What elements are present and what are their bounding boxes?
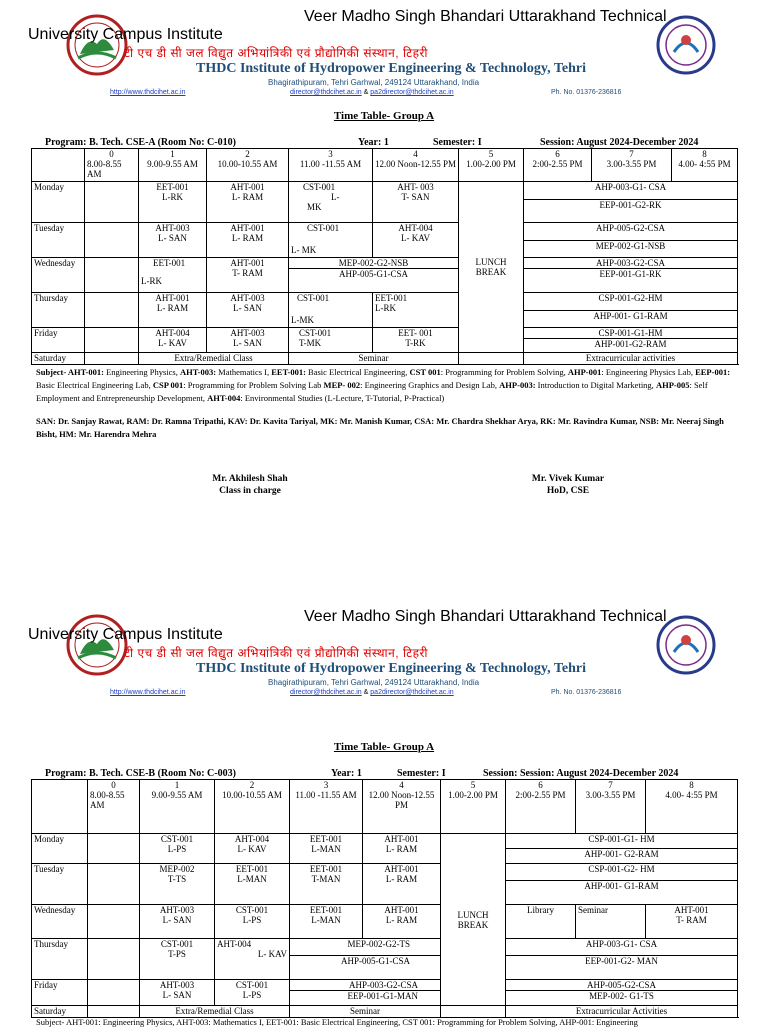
- header-phone: Ph. No. 01376-236816: [551, 89, 622, 96]
- slot-cell: [88, 905, 140, 939]
- slot-0-header: 0 8.00-8.55 AM: [88, 780, 140, 834]
- university-logo: [66, 14, 128, 76]
- day-label: Thursday: [32, 939, 88, 980]
- lab-cell: AHP-003-G2-CSA EEP-001-G1-RK: [524, 258, 738, 293]
- session-label: Session: Session: August 2024-December 2024: [483, 768, 679, 779]
- slot-1-header: 1 9.00-9.55 AM: [140, 780, 215, 834]
- faculty-legend: SAN: Dr. Sanjay Rawat, RAM: Dr. Ramna Tripathi, KAV: Dr. Kavita Tariyal, MK: Mr. Manish Kumar, CSA: Mr. Chardra Shekhar Arya, RK: Mr. Ravindra Kumar, NSB: Mr. Neeraj Singh Bisht, HM: Mr. Harendra Mehra: [36, 416, 724, 439]
- year-label: Year: 1: [358, 137, 389, 148]
- slot-cell: AHT-003 L- SAN: [140, 980, 215, 1006]
- lab-cell: CSP-001-G1-HM AHP-001-G2-RAM: [524, 328, 738, 353]
- slot-cell: EET- 001 T-RK: [373, 328, 459, 353]
- slot-cell: AHT-003 L- SAN: [207, 328, 289, 353]
- subject-legend-partial: Subject- AHT-001: Engineering Physics, AHT-003: Mathematics I, EET-001: Basic Electrical Engineering, CST 001: Programming for Problem Solving, AHP-001: Engineering: [36, 1017, 638, 1027]
- header-phone: Ph. No. 01376-236816: [551, 689, 622, 696]
- university-logo: [66, 614, 128, 676]
- slot-cell: [85, 182, 139, 223]
- slot-cell: EET-001 T-MAN: [290, 864, 363, 905]
- header-institute-name: THDC Institute of Hydropower Engineering & Technology, Tehri: [196, 661, 586, 676]
- day-label: Friday: [32, 980, 88, 1006]
- slot-cell: CST-001 L- MK: [289, 223, 373, 258]
- slot-cell: [88, 939, 140, 980]
- corner-cell: [32, 780, 88, 834]
- day-label: Saturday: [32, 353, 85, 365]
- header-campus-name: University Campus Institute: [28, 626, 223, 643]
- lab-cell: CSP-001-G1- HM AHP-001- G2-RAM: [506, 834, 738, 864]
- slot-cell: AHT-004 L- KAV: [215, 834, 290, 864]
- email-link-pa2director[interactable]: pa2director@thdcihet.ac.in: [370, 89, 454, 96]
- year-label: Year: 1: [331, 768, 362, 779]
- signatory-role: Class in charge: [219, 486, 281, 496]
- slot-cell: Seminar: [576, 905, 646, 939]
- timetable-title: Time Table- Group A: [333, 110, 435, 122]
- lab-cell: AHP-003-G2-CSA EEP-001-G1-MAN: [290, 980, 441, 1006]
- slot-0-header: 0 8.00-8.55 AM: [85, 149, 139, 182]
- slot-cell: [459, 353, 524, 365]
- header-institute-name: THDC Institute of Hydropower Engineering & Technology, Tehri: [196, 61, 586, 76]
- extracurricular-cell: Extracurricular activities: [524, 353, 738, 365]
- slot-cell: EET-001 L-RK: [139, 258, 207, 293]
- slot-6-header: 6 2:00-2.55 PM: [524, 149, 592, 182]
- row-saturday: [32, 353, 738, 365]
- day-label: Thursday: [32, 293, 85, 328]
- day-label: Friday: [32, 328, 85, 353]
- row-thursday: [32, 293, 738, 328]
- slot-cell: AHT-001 L- RAM: [363, 864, 441, 905]
- slot-cell: AHT- 003 T- SAN: [373, 182, 459, 223]
- slot-cell: AHT-003 L- SAN: [140, 905, 215, 939]
- slot-cell: [85, 328, 139, 353]
- slot-1-header: 1 9.00-9.55 AM: [139, 149, 207, 182]
- slot-cell: CST-001 T-PS: [140, 939, 215, 980]
- row-friday: [32, 980, 738, 1006]
- slot-cell: EET-001 L-RK: [373, 293, 459, 328]
- email-separator: &: [363, 89, 369, 96]
- slot-cell: AHT-001 T- RAM: [207, 258, 289, 293]
- slot-cell: CST-001 L- MK: [289, 182, 373, 223]
- day-label: Monday: [32, 182, 85, 223]
- slot-cell: CST-001 L-PS: [140, 834, 215, 864]
- slot-cell: EET-001 L-RK: [139, 182, 207, 223]
- header-hindi-name: टी एच डी सी जल विद्युत अभियांत्रिकी एवं प्रौद्योगिकी संस्थान, टिहरी: [124, 646, 429, 660]
- slot-4-header: 4 12.00 Noon-12.55 PM: [373, 149, 459, 182]
- slot-header-row: [32, 149, 738, 182]
- email-links: [290, 89, 454, 96]
- email-links: [290, 689, 454, 696]
- slot-8-header: 8 4.00- 4:55 PM: [646, 780, 738, 834]
- slot-5-header: 5 1.00-2.00 PM: [441, 780, 506, 834]
- day-label: Wednesday: [32, 905, 88, 939]
- header-university-name: Veer Madho Singh Bhandari Uttarakhand Technical: [304, 608, 667, 625]
- extra-class-cell: Extra/Remedial Class: [140, 1006, 290, 1018]
- slot-cell: [85, 293, 139, 328]
- slot-header-row: [32, 780, 738, 834]
- row-thursday: [32, 939, 738, 980]
- semester-label: Semester: I: [433, 137, 482, 148]
- slot-cell: CST-001 L-PS: [215, 905, 290, 939]
- session-label: Session: August 2024-December 2024: [540, 137, 699, 148]
- signatory-name: Mr. Akhilesh Shah: [212, 474, 288, 484]
- slot-4-header: 4 12.00 Noon-12.55 PM: [363, 780, 441, 834]
- slot-cell: AHT-004 L- KAV: [215, 939, 290, 980]
- slot-cell: AHT-004 L- KAV: [373, 223, 459, 258]
- day-label: Tuesday: [32, 864, 88, 905]
- slot-cell: Library: [506, 905, 576, 939]
- slot-cell: AHT-001 L- RAM: [207, 223, 289, 258]
- day-label: Monday: [32, 834, 88, 864]
- day-label: Wednesday: [32, 258, 85, 293]
- slot-7-header: 7 3.00-3.55 PM: [576, 780, 646, 834]
- slot-5-header: 5 1.00-2.00 PM: [459, 149, 524, 182]
- program-label: Program: B. Tech. CSE-B (Room No: C-003): [45, 768, 236, 779]
- header-campus-name: University Campus Institute: [28, 26, 223, 43]
- email-separator: &: [363, 689, 369, 696]
- email-link-director[interactable]: director@thdcihet.ac.in: [290, 89, 362, 96]
- slot-cell: EET-001 L-MAN: [290, 834, 363, 864]
- email-link-pa2director[interactable]: pa2director@thdcihet.ac.in: [370, 689, 454, 696]
- timetable-page-1: [0, 0, 768, 496]
- day-label: Tuesday: [32, 223, 85, 258]
- slot-cell: CST-001 T-MK: [289, 328, 373, 353]
- slot-cell: AHT-003 L- SAN: [139, 223, 207, 258]
- row-tuesday: [32, 223, 738, 258]
- letterhead: [0, 0, 768, 100]
- timetable-page-2: [0, 600, 768, 1027]
- day-label: Saturday: [32, 1006, 88, 1018]
- program-label: Program: B. Tech. CSE-A (Room No: C-010): [45, 137, 236, 148]
- slot-cell: [88, 834, 140, 864]
- slot-cell: EET-001 L-MAN: [215, 864, 290, 905]
- slot-6-header: 6 2:00-2.55 PM: [506, 780, 576, 834]
- slot-cell: [88, 864, 140, 905]
- slot-cell: AHT-001 L- RAM: [207, 182, 289, 223]
- row-tuesday: [32, 864, 738, 905]
- lab-cell: CSP-001-G2- HM AHP-001- G1-RAM: [506, 864, 738, 905]
- email-link-director[interactable]: director@thdcihet.ac.in: [290, 689, 362, 696]
- slot-3-header: 3 11.00 -11.55 AM: [290, 780, 363, 834]
- slot-cell: AHT-004 L- KAV: [139, 328, 207, 353]
- slot-2-header: 2 10.00-10.55 AM: [207, 149, 289, 182]
- extracurricular-cell: Extracurricular Activities: [506, 1006, 738, 1018]
- semester-label: Semester: I: [397, 768, 446, 779]
- lab-cell: MEP-002-G2-TS AHP-005-G1-CSA: [290, 939, 441, 980]
- letterhead: [0, 600, 768, 700]
- lab-cell: AHP-003-G1- CSA EEP-001-G2- MAN: [506, 939, 738, 980]
- slot-2-header: 2 10.00-10.55 AM: [215, 780, 290, 834]
- row-monday: [32, 834, 738, 864]
- seminar-cell: Seminar: [290, 1006, 441, 1018]
- header-address: Bhagirathipuram, Tehri Garhwal, 249124 Uttarakhand, India: [268, 78, 480, 87]
- header-university-name: Veer Madho Singh Bhandari Uttarakhand Technical: [304, 8, 667, 25]
- signatory-name: Mr. Vivek Kumar: [531, 474, 605, 484]
- website-link[interactable]: http://www.thdcihet.ac.in: [110, 689, 186, 696]
- slot-cell: [85, 353, 139, 365]
- slot-cell: [88, 980, 140, 1006]
- row-wednesday: [32, 258, 738, 293]
- lab-cell: AHP-005-G2-CSA MEP-002-G1-NSB: [524, 223, 738, 258]
- timetable-grid: [31, 779, 738, 1018]
- slot-cell: CST-001 L-MK: [289, 293, 373, 328]
- slot-cell: AHT-001 L- RAM: [363, 834, 441, 864]
- slot-cell: [85, 258, 139, 293]
- institute-logo: [656, 14, 716, 76]
- slot-cell: AHT-001 L- RAM: [139, 293, 207, 328]
- slot-cell: [85, 223, 139, 258]
- slot-8-header: 8 4.00- 4:55 PM: [672, 149, 738, 182]
- lab-cell: CSP-001-G2-HM AHP-001- G1-RAM: [524, 293, 738, 328]
- extra-class-cell: Extra/Remedial Class: [139, 353, 289, 365]
- timetable-grid: [31, 148, 738, 365]
- row-monday: [32, 182, 738, 223]
- row-friday: [32, 328, 738, 353]
- subject-legend: Subject- AHT-001: Engineering Physics, AHT-003: Mathematics I, EET-001: Basic Electrical Engineering, CST 001: Programming for Problem Solving, AHP-001: Engineering Physics Lab, EEP-001: Basic Electrical Engineering Lab, CSP 001: Programming for Problem Solving Lab MEP- 002: Engineering Graphics and Design Lab, AHP-003: Introduction to Digital Marketing, AHP-005: Self Employment and Entrepreneurship Development, AHT-004: Environmental Studies (L-Lecture, T-Tutorial, P-Practical): [36, 367, 731, 403]
- slot-cell: CST-001 L-PS: [215, 980, 290, 1006]
- header-address: Bhagirathipuram, Tehri Garhwal, 249124 Uttarakhand, India: [268, 678, 480, 687]
- lab-cell: AHP-005-G2-CSA MEP-002- G1-TS: [506, 980, 738, 1006]
- slot-3-header: 3 11.00 -11.55 AM: [289, 149, 373, 182]
- slot-cell: AHT-001 L- RAM: [363, 905, 441, 939]
- signatory-role: HoD, CSE: [546, 486, 590, 496]
- institute-logo: [656, 614, 716, 676]
- corner-cell: [32, 149, 85, 182]
- row-wednesday: [32, 905, 738, 939]
- header-hindi-name: टी एच डी सी जल विद्युत अभियांत्रिकी एवं प्रौद्योगिकी संस्थान, टिहरी: [124, 46, 429, 60]
- lab-cell: AHP-003-G1- CSA EEP-001-G2-RK: [524, 182, 738, 223]
- timetable-title: Time Table- Group A: [333, 741, 435, 753]
- signature-class-in-charge: [190, 473, 310, 497]
- lunch-break-cell: LUNCH BREAK: [441, 834, 506, 1006]
- website-link[interactable]: http://www.thdcihet.ac.in: [110, 89, 186, 96]
- slot-7-header: 7 3.00-3.55 PM: [592, 149, 672, 182]
- slot-cell: AHT-003 L- SAN: [207, 293, 289, 328]
- slot-cell: EET-001 L-MAN: [290, 905, 363, 939]
- slot-cell: AHT-001 T- RAM: [646, 905, 738, 939]
- slot-cell: MEP-002 T-TS: [140, 864, 215, 905]
- lunch-break-cell: LUNCH BREAK: [459, 182, 524, 353]
- lab-cell: MEP-002-G2-NSB AHP-005-G1-CSA: [289, 258, 459, 293]
- seminar-cell: Seminar: [289, 353, 459, 365]
- signature-hod: [508, 473, 628, 497]
